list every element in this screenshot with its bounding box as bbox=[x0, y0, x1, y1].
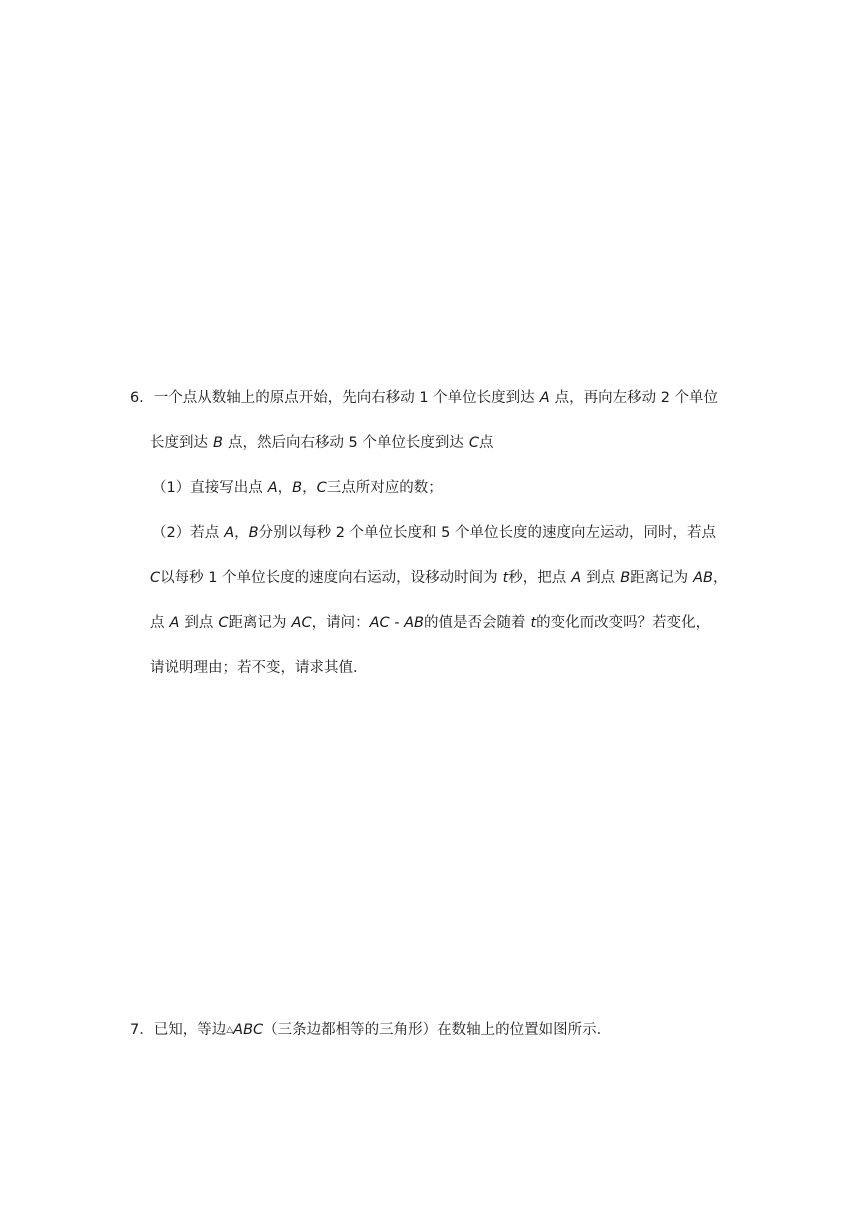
q6-part-2-line-1 bbox=[152, 523, 716, 543]
q6-text: 点 bbox=[479, 435, 494, 451]
q7-line-1 bbox=[130, 1020, 611, 1040]
q6-text: 点，再向左移动 2 个单位 bbox=[554, 390, 719, 406]
q6-text: ，请问： bbox=[311, 615, 370, 631]
q6-part-1 bbox=[152, 478, 443, 498]
var-C: C bbox=[218, 615, 229, 631]
q6-line-2 bbox=[150, 433, 494, 453]
var-A: A bbox=[169, 615, 180, 631]
var-AB: AB bbox=[693, 570, 714, 586]
var-C: C bbox=[468, 435, 480, 451]
separator: ， bbox=[713, 570, 728, 586]
var-t: t bbox=[530, 615, 537, 631]
var-C: C bbox=[316, 480, 327, 496]
q6-text: 距离记为 bbox=[228, 615, 287, 631]
q6-text: 到点 bbox=[586, 570, 616, 586]
q6-text: 一个点从数轴上的原点开始，先向右移动 1 个单位长度到达 bbox=[153, 390, 535, 406]
var-B: B bbox=[620, 570, 631, 586]
q7-text: （三条边都相等的三角形）在数轴上的位置如图所示． bbox=[263, 1022, 612, 1038]
q6-part-2-line-2 bbox=[150, 568, 728, 588]
expression-ac-minus-ab: AC - AB bbox=[369, 615, 424, 631]
triangle-symbol: △ bbox=[226, 1025, 234, 1035]
separator: ， bbox=[234, 525, 249, 541]
var-A: A bbox=[267, 480, 278, 496]
var-B: B bbox=[248, 525, 259, 541]
q6-text: 分别以每秒 2 个单位长度和 5 个单位长度的速度向左运动，同时，若点 bbox=[258, 525, 716, 541]
separator: ， bbox=[277, 480, 293, 496]
var-ABC: ABC bbox=[233, 1022, 264, 1038]
q6-text: 请说明理由；若不变，请求其值． bbox=[150, 660, 368, 676]
q6-text: 到点 bbox=[184, 615, 214, 631]
separator: ， bbox=[302, 480, 317, 496]
q6-text: 的变化而改变吗？若变化， bbox=[536, 615, 711, 631]
q6-text: 秒，把点 bbox=[508, 570, 567, 586]
var-A: A bbox=[571, 570, 582, 586]
var-A: A bbox=[224, 525, 235, 541]
q6-part-2-line-4 bbox=[150, 658, 368, 678]
var-A: A bbox=[539, 390, 550, 406]
q7-number: 7． bbox=[130, 1022, 154, 1038]
q6-text: 点，然后向右移动 5 个单位长度到达 bbox=[227, 435, 464, 451]
q6-part2-label: （2）若点 bbox=[152, 525, 220, 541]
q6-part-2-line-3 bbox=[150, 613, 710, 633]
q6-text: 距离记为 bbox=[630, 570, 689, 586]
q6-text: 长度到达 bbox=[150, 435, 208, 451]
q7-text: 已知，等边 bbox=[153, 1022, 227, 1038]
var-B: B bbox=[292, 480, 303, 496]
q6-number: 6． bbox=[130, 390, 154, 406]
q6-line-1 bbox=[130, 388, 718, 408]
q6-text: 的值是否会随着 bbox=[423, 615, 526, 631]
var-C: C bbox=[150, 570, 161, 586]
q6-part1-label: （1）直接写出点 bbox=[152, 480, 263, 496]
q6-text: 以每秒 1 个单位长度的速度向右运动，设移动时间为 bbox=[160, 570, 498, 586]
q6-text: 三点所对应的数； bbox=[326, 480, 443, 496]
var-B: B bbox=[213, 435, 223, 451]
q6-text: 点 bbox=[150, 615, 165, 631]
var-t: t bbox=[502, 570, 509, 586]
var-AC: AC bbox=[291, 615, 312, 631]
